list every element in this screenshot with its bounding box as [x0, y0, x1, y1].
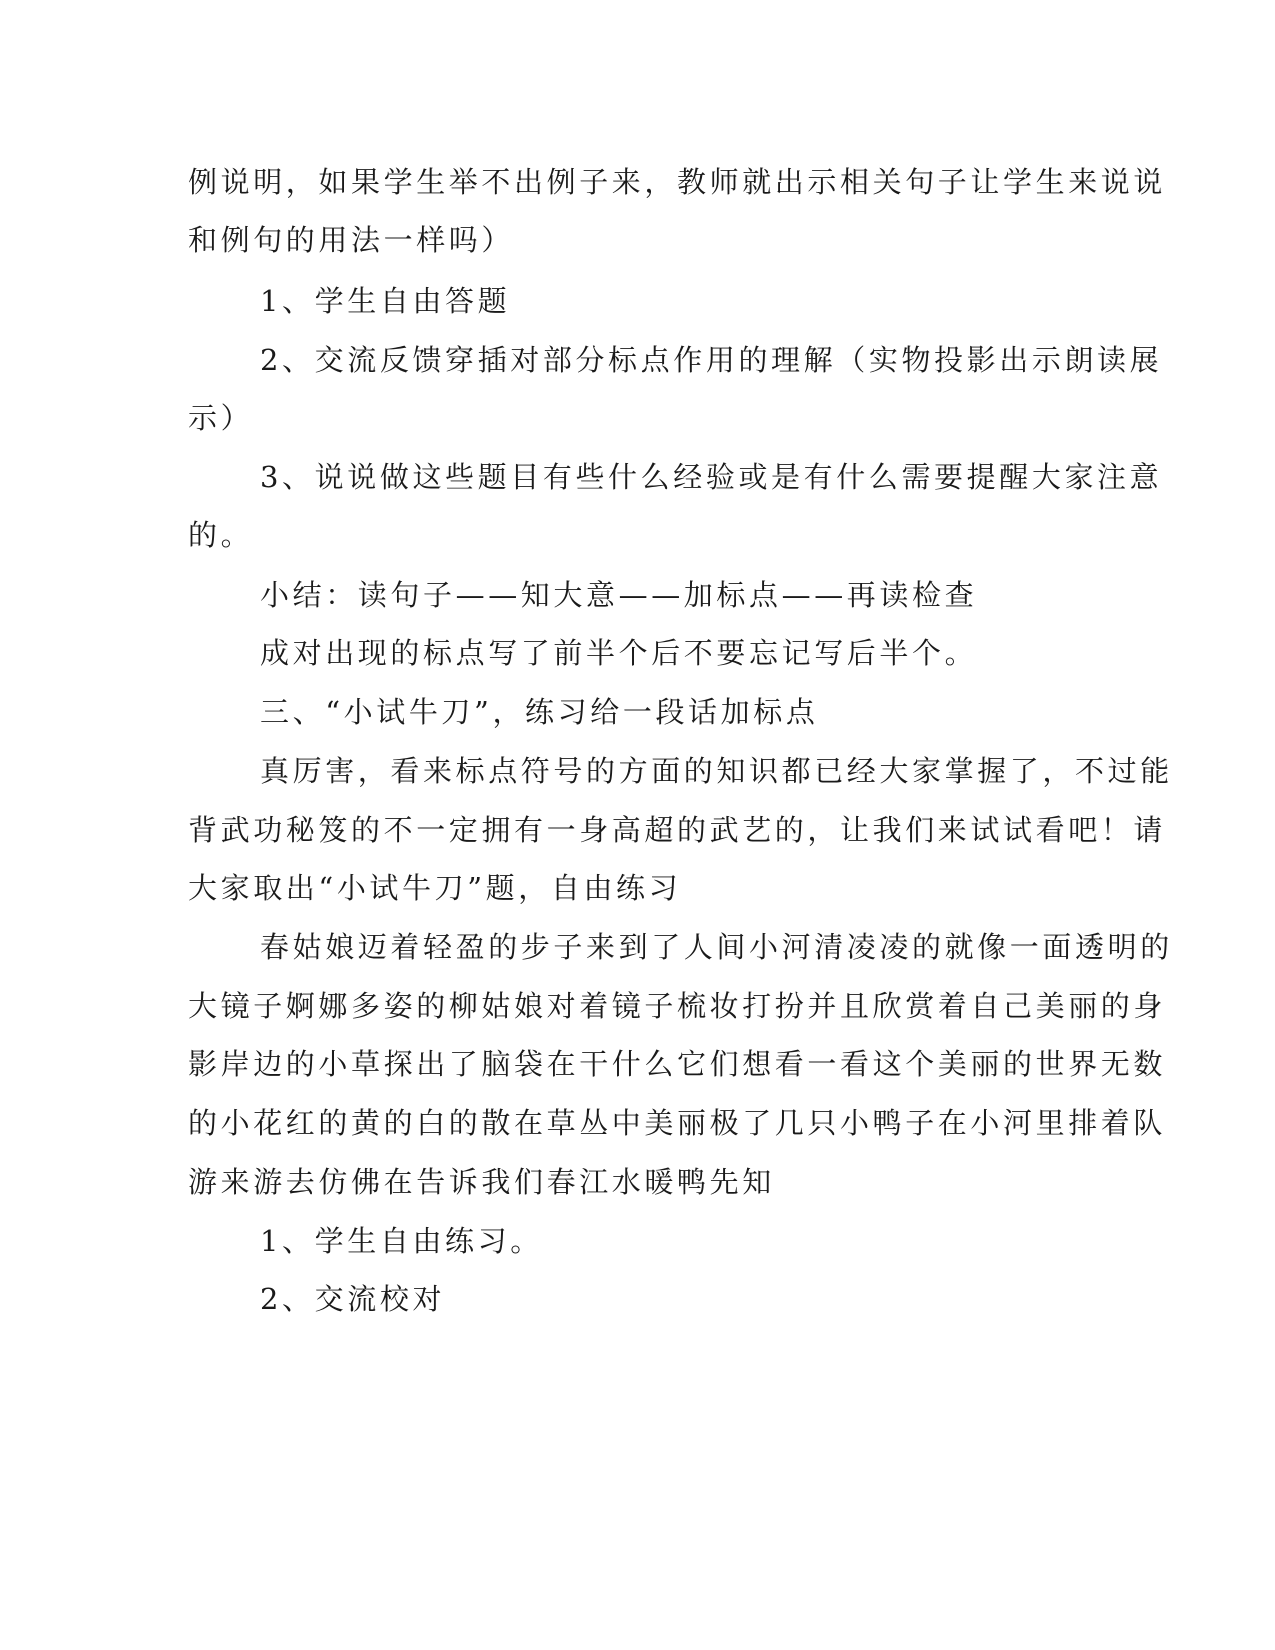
list-item: 1、学生自由练习。: [260, 1224, 543, 1258]
exercise-line: 影岸边的小草探出了脑袋在干什么它们想看一看这个美丽的世界无数: [188, 1047, 1167, 1081]
paragraph-line: 大家取出“小试牛刀”题，自由练习: [188, 871, 682, 905]
list-item: 1、学生自由答题: [260, 284, 511, 318]
text-line: 例说明，如果学生举不出例子来，教师就出示相关句子让学生来说说: [188, 165, 1167, 199]
paragraph-line: 真厉害，看来标点符号的方面的知识都已经大家掌握了，不过能: [260, 754, 1173, 788]
paragraph-line: 背武功秘笈的不一定拥有一身高超的武艺的，让我们来试试看吧！请: [188, 813, 1167, 847]
exercise-line: 的小花红的黄的白的散在草丛中美丽极了几只小鸭子在小河里排着队: [188, 1106, 1167, 1140]
exercise-line: 大镜子婀娜多姿的柳姑娘对着镜子梳妆打扮并且欣赏着自己美丽的身: [188, 989, 1167, 1023]
text-line: 成对出现的标点写了前半个后不要忘记写后半个。: [260, 636, 978, 670]
text-line: 和例句的用法一样吗）: [188, 223, 515, 257]
list-item: 3、说说做这些题目有些什么经验或是有什么需要提醒大家注意: [260, 460, 1163, 494]
exercise-line: 游来游去仿佛在告诉我们春江水暖鸭先知: [188, 1165, 775, 1199]
text-line: 的。: [188, 518, 254, 552]
text-line: 示）: [188, 401, 254, 435]
exercise-line: 春姑娘迈着轻盈的步子来到了人间小河清凌凌的就像一面透明的: [260, 930, 1173, 964]
list-item: 2、交流反馈穿插对部分标点作用的理解（实物投影出示朗读展: [260, 343, 1163, 377]
list-item: 2、交流校对: [260, 1282, 446, 1316]
section-heading: 三、“小试牛刀”，练习给一段话加标点: [260, 695, 819, 729]
summary-line: 小结：读句子——知大意——加标点——再读检查: [260, 578, 978, 612]
